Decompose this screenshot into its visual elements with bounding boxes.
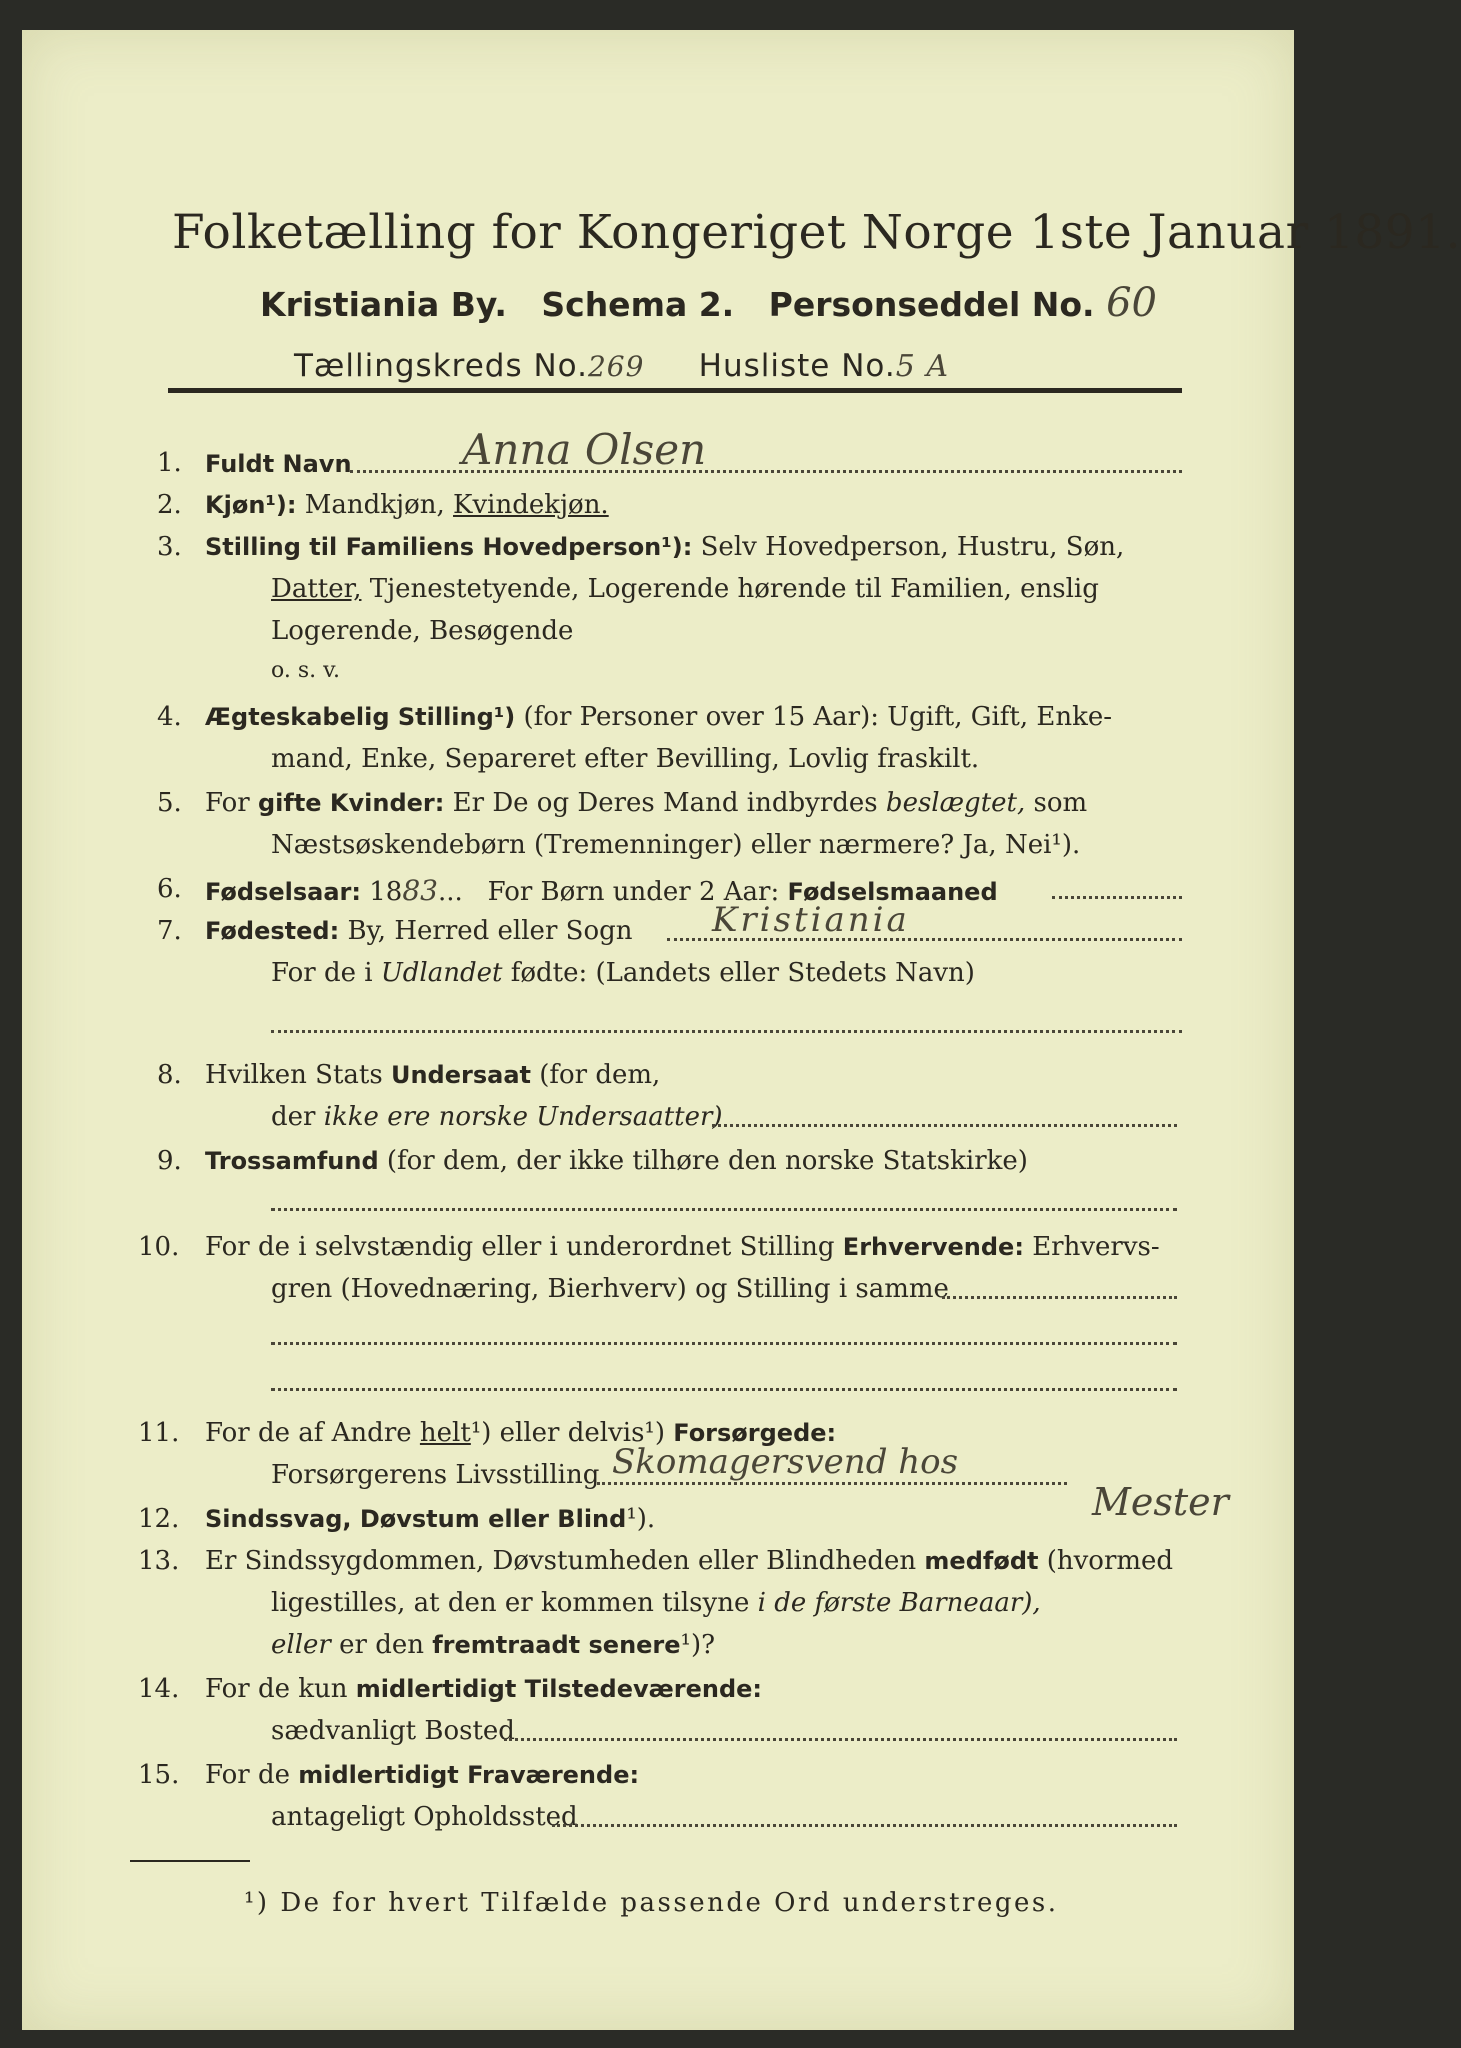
city-label: Kristiania By. (260, 285, 507, 324)
item-number: 2. (157, 490, 182, 520)
answer-birthyear: 83 (402, 874, 438, 907)
item-number: 1. (157, 448, 182, 478)
answer-line (271, 1030, 1182, 1033)
item-number: 11. (138, 1418, 180, 1448)
item-10-line1: For de i selvstændig eller i underordnet Stilling Erhvervende: Erhvervs- (205, 1232, 1160, 1262)
item-number: 5. (157, 788, 182, 818)
footnote-rule (130, 1860, 250, 1862)
answer-provider-cont: Mester (1092, 1480, 1229, 1524)
answer-provider: Skomagersvend hos (612, 1442, 959, 1482)
item-10-line2: gren (Hovednæring, Bierhverv) og Stilling i samme (271, 1274, 949, 1304)
item-1: Fuldt Navn (205, 450, 352, 478)
item-8-line1: Hvilken Stats Undersaat (for dem, (205, 1060, 661, 1090)
item-11-line1: For de af Andre helt¹) eller delvis¹) Forsørgede: (205, 1418, 837, 1448)
answer-line (504, 1738, 1177, 1741)
footnote: ¹) De for hvert Tilfælde passende Ord understreges. (244, 1888, 1059, 1918)
item-13-line3: eller er den fremtraadt senere¹)? (271, 1630, 716, 1660)
item-number: 4. (157, 702, 182, 732)
item-12: Sindssvag, Døvstum eller Blind¹). (205, 1504, 656, 1534)
schema-label: Schema 2. (541, 285, 735, 324)
item-number: 12. (138, 1504, 180, 1534)
answer-line (597, 1482, 1067, 1485)
header-rule (168, 388, 1182, 393)
answer-line (942, 1296, 1177, 1299)
item-5-line1: For gifte Kvinder: Er De og Deres Mand indbyrdes beslægtet, som (205, 788, 1088, 818)
item-5-line2: Næstsøskendebørn (Tremenninger) eller nærmere? Ja, Nei¹). (271, 830, 1081, 860)
item-number: 6. (157, 874, 182, 904)
item-number: 13. (138, 1546, 180, 1576)
answer-line (1052, 896, 1182, 899)
item-14-line1: For de kun midlertidigt Tilstedeværende: (205, 1674, 763, 1704)
item-3-line4: o. s. v. (271, 658, 340, 683)
item-number: 10. (138, 1232, 180, 1262)
personseddel-label: Personseddel No. (768, 285, 1095, 324)
item-3-line2: Datter, Tjenestetyende, Logerende hørende til Familien, enslig (271, 574, 1099, 604)
form-subtitle (260, 280, 1157, 326)
husliste-number: 5 A (895, 349, 949, 384)
item-13-line2: ligestilles, at den er kommen tilsyne i de første Barneaar), (271, 1588, 1041, 1618)
answer-line (552, 1824, 1177, 1827)
item-13-line1: Er Sindssygdommen, Døvstumheden eller Blindheden medfødt (hvormed (205, 1546, 1174, 1576)
husliste-label: Husliste No. (698, 348, 896, 384)
item-number: 8. (157, 1060, 182, 1090)
answer-line (271, 1208, 1177, 1211)
item-2: Kjøn¹): Mandkjøn, Kvindekjøn. (205, 490, 609, 520)
form-title: Folketælling for Kongeriget Norge 1ste Januar 1891. (172, 205, 1461, 260)
item-number: 15. (138, 1760, 180, 1790)
item-8-line2: der ikke ere norske Undersaatter) (271, 1102, 723, 1132)
census-form-paper (22, 30, 1461, 2030)
item-4-line1: Ægteskabelig Stilling¹) (for Personer over 15 Aar): Ugift, Gift, Enke- (205, 702, 1113, 732)
answer-line (712, 1124, 1177, 1127)
item-14-line2: sædvanligt Bosted (271, 1716, 515, 1746)
answer-line (271, 1388, 1177, 1391)
item-7-line2: For de i Udlandet fødte: (Landets eller Stedets Navn) (271, 958, 975, 988)
item-15-line2: antageligt Opholdssted (271, 1802, 578, 1832)
item-number: 14. (138, 1674, 180, 1704)
item-15-line1: For de midlertidigt Fraværende: (205, 1760, 640, 1790)
item-number: 7. (157, 916, 182, 946)
form-counting-line (294, 348, 949, 384)
item-4-line2: mand, Enke, Separeret efter Bevilling, Lovlig fraskilt. (271, 744, 980, 774)
item-3-line1: Stilling til Familiens Hovedperson¹): Selv Hovedperson, Hustru, Søn, (205, 532, 1125, 562)
item-number: 9. (157, 1146, 182, 1176)
kreds-number: 269 (587, 350, 645, 383)
answer-name: Anna Olsen (462, 425, 707, 474)
answer-birthplace: Kristiania (712, 900, 910, 940)
item-number: 3. (157, 532, 182, 562)
answer-line (271, 1342, 1177, 1345)
item-3-line3: Logerende, Besøgende (271, 616, 574, 646)
kreds-label: Tællingskreds No. (294, 348, 588, 384)
personseddel-number: 60 (1106, 280, 1158, 326)
item-7-line1: Fødested: By, Herred eller Sogn (205, 916, 633, 946)
item-6: Fødselsaar: 1883... For Børn under 2 Aar: Fødselsmaaned (205, 874, 998, 907)
item-9: Trossamfund (for dem, der ikke tilhøre den norske Statskirke) (205, 1146, 1028, 1176)
item-11-line2: Forsørgerens Livsstilling (271, 1460, 600, 1490)
